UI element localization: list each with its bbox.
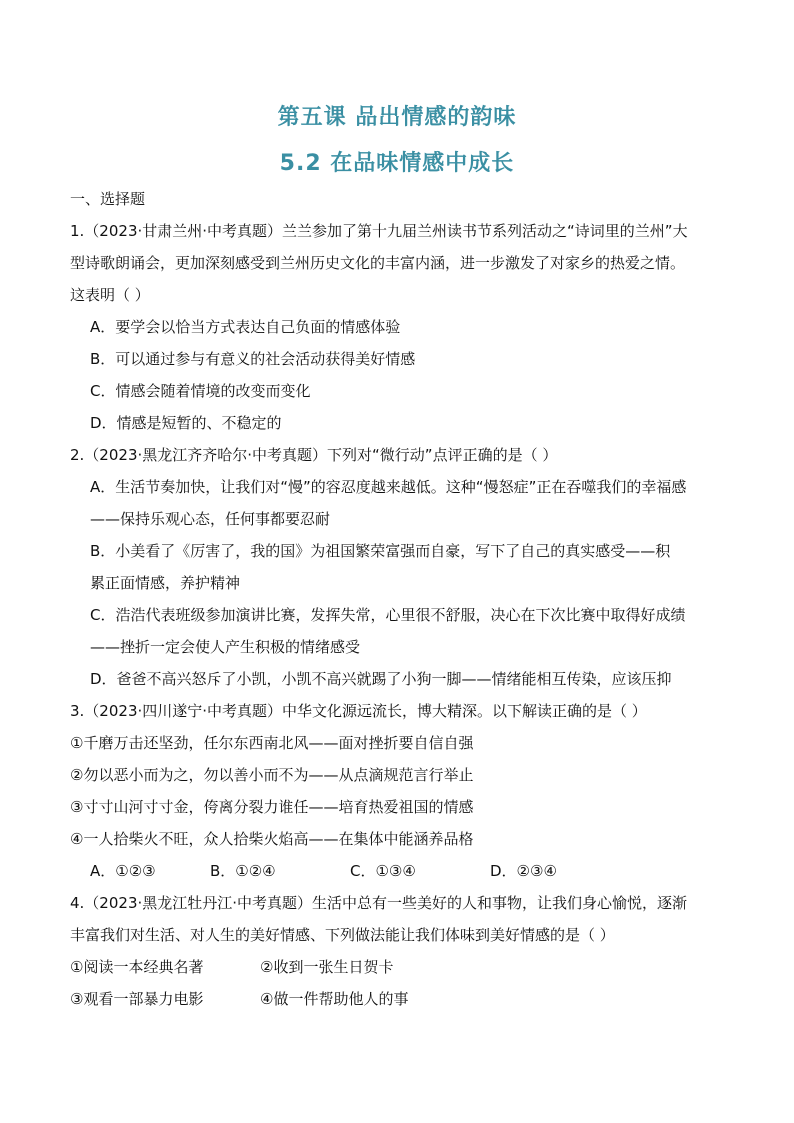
q2-option-d: D．爸爸不高兴怒斥了小凯，小凯不高兴就踢了小狗一脚——情绪能相互传染，应该压抑 xyxy=(90,670,672,688)
q2-option-a-line2: ——保持乐观心态，任何事都要忍耐 xyxy=(90,510,331,528)
q3-option-a: A．①②③ xyxy=(90,862,156,880)
lesson-title: 第五课 品出情感的韵味 xyxy=(277,105,517,130)
q2-option-c-line1: C．浩浩代表班级参加演讲比赛，发挥失常，心里很不舒服，决心在下次比赛中取得好成绩 xyxy=(90,606,686,624)
q1-option-b: B．可以通过参与有意义的社会活动获得美好情感 xyxy=(90,350,416,368)
q3-options-row xyxy=(90,860,750,882)
q3-statement-1: ①千磨万击还坚劲，任尔东西南北风——面对挫折要自信自强 xyxy=(70,734,474,752)
q4-statement-3: ③观看一部暴力电影 xyxy=(70,990,204,1008)
q4-stem-line2: 丰富我们对生活、对人生的美好情感、下列做法能让我们体味到美好情感的是（ ） xyxy=(70,926,615,944)
q1-stem-line3: 这表明（ ） xyxy=(70,286,150,304)
q2-option-a-line1: A．生活节奏加快，让我们对“慢”的容忍度越来越低。这种“慢怒症”正在吞噬我们的幸福感 xyxy=(90,478,687,496)
q4-statements-row1 xyxy=(70,956,730,978)
q1-stem-line1: 1.（2023·甘肃兰州·中考真题）兰兰参加了第十九届兰州读书节系列活动之“诗词里的兰州”大 xyxy=(70,222,688,240)
q2-option-b-line1: B．小美看了《厉害了，我的国》为祖国繁荣富强而自豪，写下了自己的真实感受——积 xyxy=(90,542,671,560)
q1-option-c: C．情感会随着情境的改变而变化 xyxy=(90,382,311,400)
q2-option-b-line2: 累正面情感，养护精神 xyxy=(90,574,241,592)
q3-option-d: D．②③④ xyxy=(490,862,557,880)
q3-option-c: C．①③④ xyxy=(350,862,416,880)
q1-stem-line2: 型诗歌朗诵会，更加深刻感受到兰州历史文化的丰富内涵，进一步激发了对家乡的热爱之情。 xyxy=(70,254,686,272)
q3-option-b: B．①②④ xyxy=(210,862,276,880)
q4-statement-4: ④做一件帮助他人的事 xyxy=(260,990,409,1008)
q1-option-d: D．情感是短暂的、不稳定的 xyxy=(90,414,282,432)
q2-stem: 2.（2023·黑龙江齐齐哈尔·中考真题）下列对“微行动”点评正确的是（ ） xyxy=(70,446,558,464)
q3-statement-2: ②勿以恶小而为之，勿以善小而不为——从点滴规范言行举止 xyxy=(70,766,474,784)
q3-statement-3: ③寸寸山河寸寸金，侉离分裂力谁任——培育热爱祖国的情感 xyxy=(70,798,474,816)
q3-statement-4: ④一人拾柴火不旺，众人拾柴火焰高——在集体中能涵养品格 xyxy=(70,830,474,848)
q4-stem-line1: 4.（2023·黑龙江牡丹江·中考真题）生活中总有一些美好的人和事物，让我们身心愉悦，逐渐 xyxy=(70,894,688,912)
q1-option-a: A．要学会以恰当方式表达自己负面的情感体验 xyxy=(90,318,401,336)
q3-stem: 3.（2023·四川遂宁·中考真题）中华文化源远流长，博大精深。以下解读正确的是（ ） xyxy=(70,702,647,720)
q4-statements-row2 xyxy=(70,988,730,1010)
q4-statement-1: ①阅读一本经典名著 xyxy=(70,958,204,976)
q2-option-c-line2: ——挫折一定会使人产生积极的情绪感受 xyxy=(90,638,361,656)
section-heading: 一、选择题 xyxy=(70,190,146,208)
q4-statement-2: ②收到一张生日贺卡 xyxy=(260,958,394,976)
section-subtitle: 5.2 在品味情感中成长 xyxy=(279,151,515,176)
